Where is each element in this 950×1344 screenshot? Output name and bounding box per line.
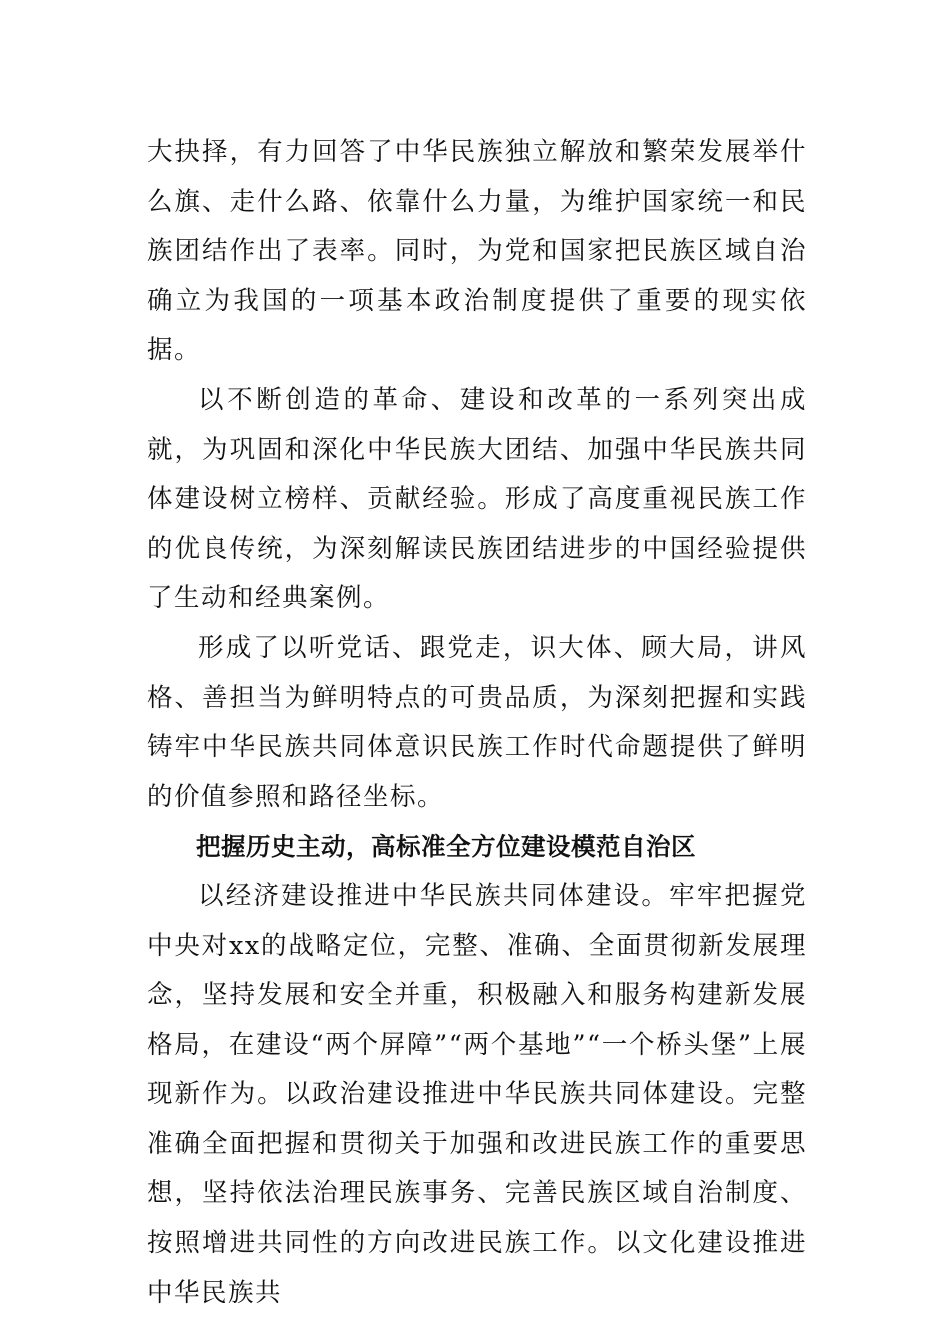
paragraph-1: 大抉择，有力回答了中华民族独立解放和繁荣发展举什么旗、走什么路、依靠什么力量，为维护国家统一和民族团结作出了表率。同时，为党和国家把民族区域自治确立为我国的一项基本政治制度提供了重要的现实依据。 (147, 137, 807, 366)
document-body (147, 128, 807, 1318)
paragraph-2: 以不断创造的革命、建设和改革的一系列突出成就，为巩固和深化中华民族大团结、加强中华民族共同体建设树立榜样、贡献经验。形成了高度重视民族工作的优良传统，为深刻解读民族团结进步的中国经验提供了生动和经典案例。 (147, 384, 807, 614)
section-heading: 把握历史主动，高标准全方位建设模范自治区 (196, 832, 696, 862)
paragraph-4: 以经济建设推进中华民族共同体建设。牢牢把握党中央对xx的战略定位，完整、准确、全面贯彻新发展理念，坚持发展和安全并重，积极融入和服务构建新发展格局，在建设“两个屏障”“两个基地”“一个桥头堡”上展现新作为。以政治建设推进中华民族共同体建设。完整准确全面把握和贯彻关于加强和改进民族工作的重要思想，坚持依法治理民族事务、完善民族区域自治制度、按照增进共同性的方向改进民族工作。以文化建设推进中华民族共 (147, 880, 807, 1308)
paragraph-3: 形成了以听党话、跟党走，识大体、顾大局，讲风格、善担当为鲜明特点的可贵品质，为深刻把握和实践铸牢中华民族共同体意识民族工作时代命题提供了鲜明的价值参照和路径坐标。 (147, 632, 807, 812)
